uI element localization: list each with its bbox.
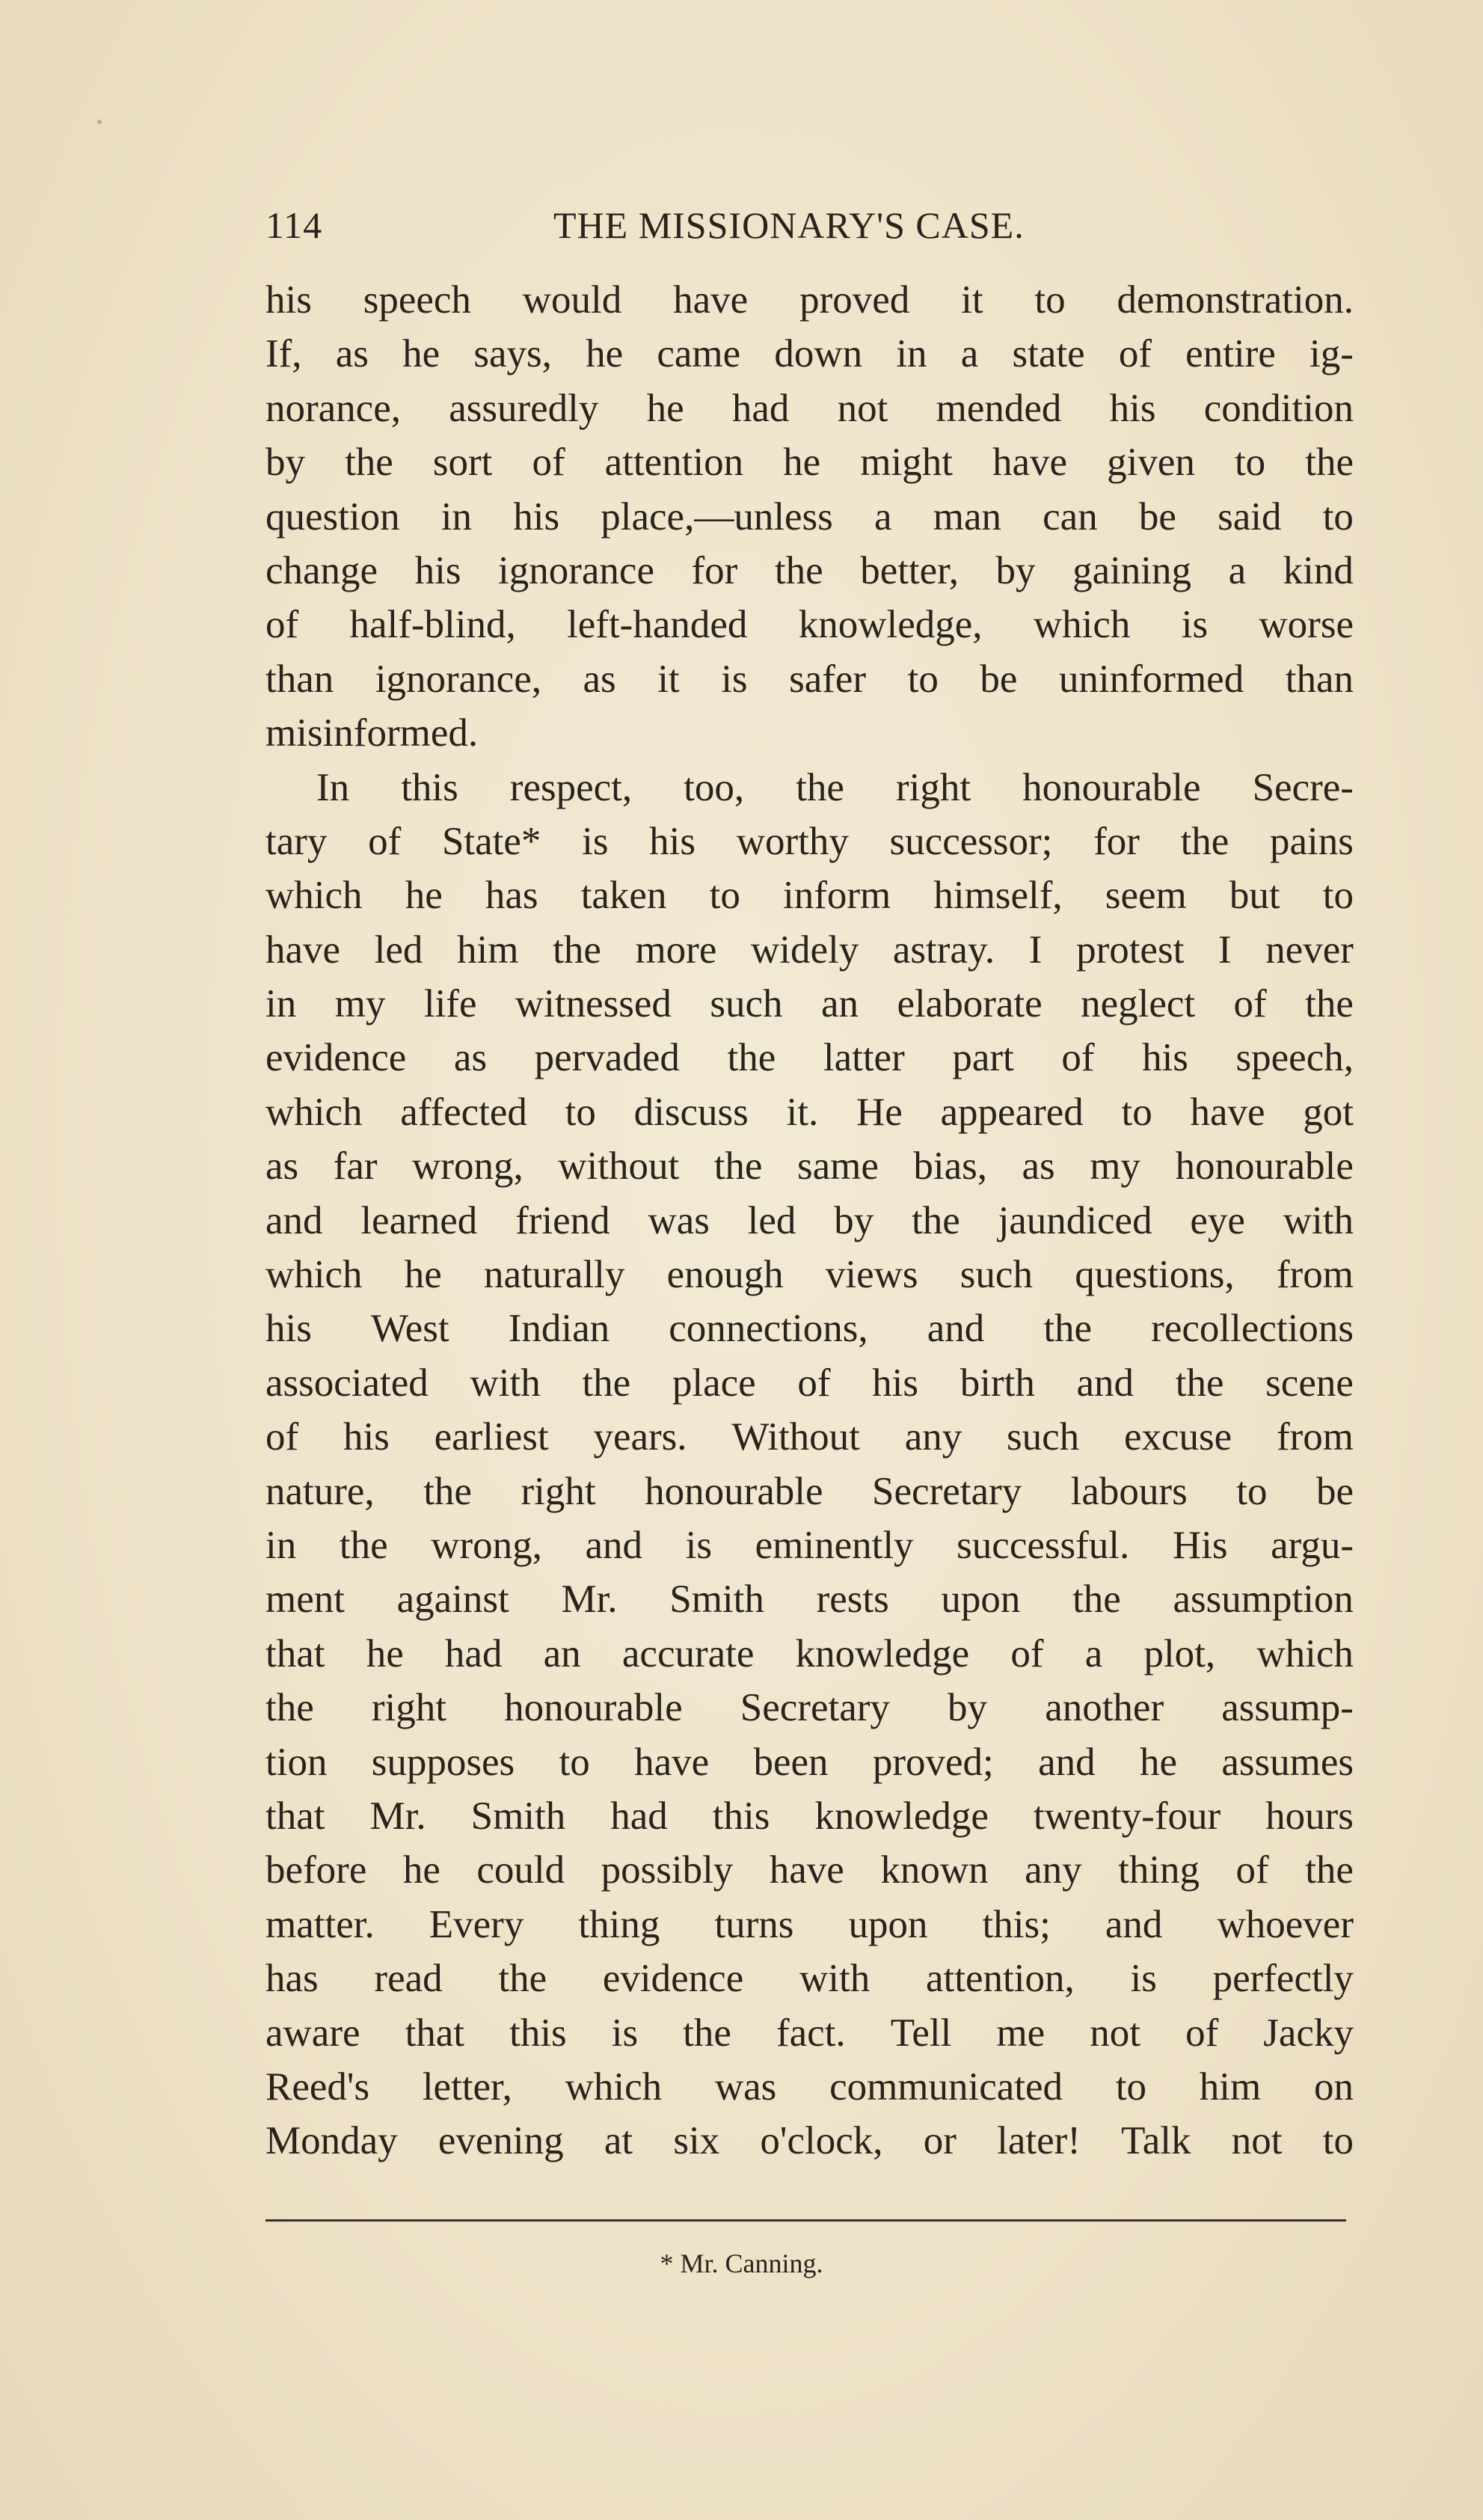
text-line: tion supposes to have been proved; and he assumes — [265, 1740, 1354, 1784]
text-line: norance, assuredly he had not mended his condition — [265, 386, 1354, 430]
text-line: If, as he says, he came down in a state of entire ig- — [265, 332, 1354, 376]
text-line: and learned friend was led by the jaundiced eye with — [265, 1198, 1354, 1242]
running-title: THE MISSIONARY'S CASE. — [553, 204, 1025, 246]
footnote: * Mr. Canning. — [660, 2248, 823, 2278]
text-line: Monday evening at six o'clock, or later! Talk not to — [265, 2119, 1354, 2163]
text-line: which he has taken to inform himself, seem but to — [265, 874, 1354, 918]
text-line: than ignorance, as it is safer to be uninformed than — [265, 657, 1354, 701]
text-line: before he could possibly have known any thing of the — [265, 1848, 1354, 1892]
text-line: which he naturally enough views such questions, from — [265, 1253, 1354, 1297]
text-line: has read the evidence with attention, is perfectly — [265, 1957, 1354, 2001]
text-line: aware that this is the fact. Tell me not of Jacky — [265, 2011, 1354, 2055]
text-line: the right honourable Secretary by another assump- — [265, 1686, 1354, 1730]
text-line: tary of State* is his worthy successor; for the pains — [265, 819, 1354, 863]
text-line: that Mr. Smith had this knowledge twenty-four hours — [265, 1794, 1354, 1838]
text-line: which affected to discuss it. He appeared to have got — [265, 1090, 1354, 1134]
text-line: nature, the right honourable Secretary labours to be — [265, 1469, 1354, 1513]
paper-speck — [97, 120, 102, 124]
footnote-rule — [265, 2219, 1346, 2222]
text-line: misinformed. — [265, 711, 479, 755]
text-line: ment against Mr. Smith rests upon the assumption — [265, 1578, 1354, 1622]
text-line: in the wrong, and is eminently successful. His argu- — [265, 1523, 1354, 1567]
text-line: by the sort of attention he might have given to the — [265, 441, 1354, 485]
text-line: that he had an accurate knowledge of a plot, which — [265, 1631, 1354, 1676]
text-line: associated with the place of his birth and the scene — [265, 1361, 1354, 1405]
page-header — [265, 203, 1350, 256]
text-line: in my life witnessed such an elaborate neglect of the — [265, 982, 1354, 1026]
text-line: evidence as pervaded the latter part of his speech, — [265, 1036, 1354, 1080]
body-text — [265, 273, 1354, 2168]
text-line: his West Indian connections, and the recollections — [265, 1307, 1354, 1351]
text-line: In this respect, too, the right honourable Secre- — [316, 765, 1354, 809]
text-line: question in his place,—unless a man can be said to — [265, 494, 1354, 539]
text-line: have led him the more widely astray. I protest I never — [265, 928, 1354, 972]
page-number: 114 — [265, 204, 323, 246]
text-line: as far wrong, without the same bias, as my honourable — [265, 1144, 1354, 1189]
text-line: matter. Every thing turns upon this; and whoever — [265, 1902, 1354, 1946]
text-line: Reed's letter, which was communicated to him on — [265, 2064, 1354, 2109]
text-line: of his earliest years. Without any such excuse from — [265, 1415, 1354, 1459]
text-line: change his ignorance for the better, by gaining a kind — [265, 548, 1354, 592]
text-line: of half-blind, left-handed knowledge, which is worse — [265, 603, 1354, 647]
text-line: his speech would have proved it to demonstration. — [265, 278, 1354, 322]
